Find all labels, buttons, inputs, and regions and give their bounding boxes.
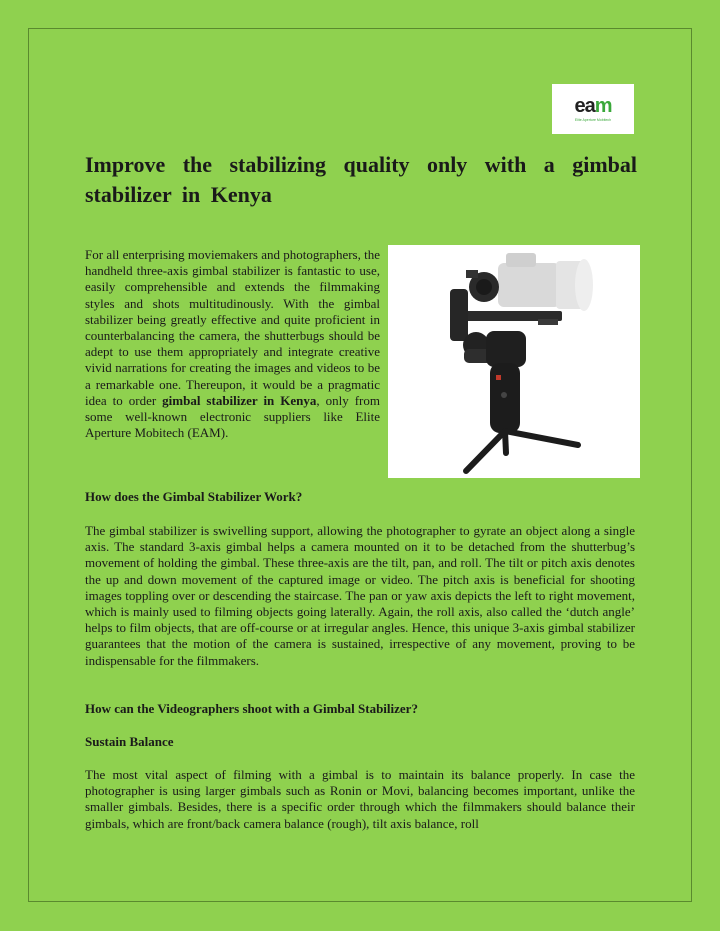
section-body-how-works: The gimbal stabilizer is swivelling support, allowing the photographer to gyrate an object along a single axis. The standard 3-axis gimbal helps a camera mounted on it to be detached from the shutterbug’s movement of holding the gimbal. These three-axis are the tilt, pan, and roll. The tilt or pitch axis denotes the up and down movement of the captured image or video. The pitch axis is beneficial for shooting images toppling over or descending the staircase. The pan or yaw axis depicts the left to right movement, which is mainly used to filming objects going laterally. Again, the roll axis, also called the ‘dutch angle’ helps to film objects, that are off-course or at irregular angles. Hence, this unique 3-axis gimbal stabilizer guarantees that the motion of the camera is sustained, irrespective of any movement, proving to be indispensable for the filmmakers. (85, 523, 635, 668)
section-body-sustain-balance: The most vital aspect of filming with a gimbal is to maintain its balance properly. In case the photographer is using larger gimbals such as Ronin or Movi, balancing becomes important, unlike the smaller gimbals. Besides, there is a specific order through which the filmmakers should balance their gimbals, which are front/back camera balance (rough), tilt axis balance, roll (85, 767, 635, 831)
intro-paragraph (85, 247, 380, 441)
section-heading-sustain-balance: Sustain Balance (85, 734, 174, 749)
logo-letter-m: m (594, 95, 612, 117)
logo-mark (574, 96, 611, 116)
section-heading-videographers: How can the Videographers shoot with a Gimbal Stabilizer? (85, 701, 418, 716)
section-heading-how-works: How does the Gimbal Stabilizer Work? (85, 489, 303, 504)
logo-letter-a: a (584, 95, 595, 117)
logo-letter-e: e (574, 95, 585, 117)
page-title: Improve the stabilizing quality only with a gimbal stabilizer in Kenya (85, 152, 637, 207)
intro-text-before: For all enterprising moviemakers and photographers, the handheld three-axis gimbal stabilizer is fantastic to use, easily comprehensible and extends the filmmaking styles and shots multitudinously. With the gimbal stabilizer being greatly effective and quite proficient in counterbalancing the camera, the shutterbugs should be adept to use them appropriately and integrate creative vivid narrations for creating the images and videos to be a remarkable one. Thereupon, it would be a pragmatic idea to order (85, 247, 380, 408)
intro-text-after: , only from some well-known electronic suppliers like Elite Aperture Mobitech (EAM). (85, 392, 380, 441)
gimbal-product-image (388, 245, 640, 478)
gimbal-kenya-link[interactable]: gimbal stabilizer in Kenya (162, 392, 317, 408)
eam-logo (552, 84, 634, 134)
logo-tagline: Elite Aperture Mobitech (574, 118, 612, 122)
